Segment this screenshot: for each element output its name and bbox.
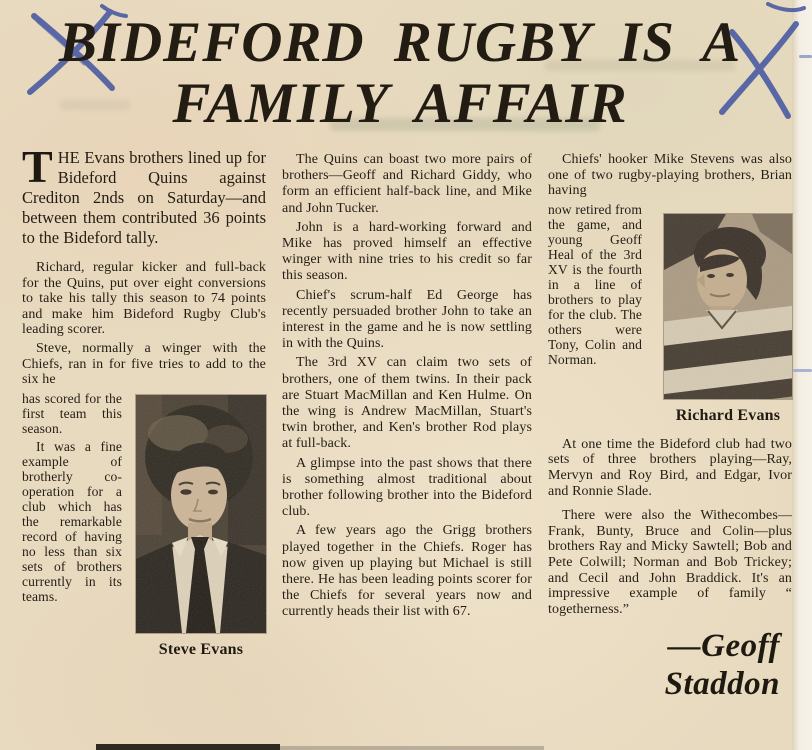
edge-blue-mark	[793, 369, 812, 372]
paragraph: now retired from the game, and young Geoff Heal of the 3rd XV is the fourth in a line of brothers to play for the club. The others were Tony, Colin and Norman.	[548, 201, 642, 367]
paragraph: John is a hard-working forward and Mike has proved himself an effective winger with nine tries to his credit so far this season.	[282, 219, 532, 284]
paragraph: The 3rd XV can claim two sets of brothers, one of them twins. In their pack are Stuart MacMillan and Ken Hulme. On the wing is Andrew MacMillan, Stuart's twin brother, and Ken's brother Rod plays at full-back.	[282, 355, 532, 452]
narrow-text-column	[548, 202, 642, 425]
paragraph: A few years ago the Grigg brothers played together in the Chiefs. Roger has now given up playing but Michael is still there. He has been leading points scorer for the Chiefs for several years now and currently heads their list with 67.	[282, 523, 532, 620]
article-headline	[20, 12, 780, 134]
drop-cap: T	[22, 141, 53, 192]
paragraph: There were also the Withecombes—Frank, Bunty, Bruce and Colin—plus brothers Ray and Micky Sawtell; Bob and Pete Colwill; Norman and Bob Trickey; and Cecil and John Braddick. It's an impressive example of family “ togetherness.”	[548, 508, 792, 617]
steve-evans-photo-block	[136, 395, 266, 659]
text-photo-wrap-row	[22, 391, 266, 659]
adjacent-article-edge	[280, 746, 544, 750]
photo-caption-richard-evans: Richard Evans	[675, 406, 781, 424]
column-1	[22, 141, 266, 659]
paragraph: It was a fine example of brotherly co-operation for a club which has the remarkable record of having no less than six sets of brothers currently in its teams.	[22, 438, 122, 604]
lead-paragraph-text: HE Evans brothers lined up for Bideford Quins against Crediton 2nds on Saturday—and between them contributed 36 points to the Bideford tally.	[22, 148, 266, 247]
column-2	[282, 152, 532, 624]
paragraph: Richard, regular kicker and full-back for the Quins, put over eight conversions to take his tally this season to 74 points and make him Bideford Rugby Club's leading scorer.	[22, 260, 266, 338]
headline-line-1: BIDEFORD RUGBY IS A	[58, 11, 742, 74]
paragraph: Chief's scrum-half Ed George has recently persuaded brother John to take an interest in the game and he is now settling in with the Quins.	[282, 287, 532, 352]
column-3	[548, 152, 792, 703]
narrow-text-column	[22, 391, 122, 659]
text-photo-wrap-row	[548, 202, 792, 425]
adjacent-article-edge	[96, 744, 280, 750]
paragraph: At one time the Bideford club had two sets of three brothers playing—Ray, Mervyn and Roy Bird, and Edgar, Ivor and Ronnie Slade.	[548, 436, 792, 499]
steve-evans-photo	[136, 395, 266, 633]
paragraph: The Quins can boast two more pairs of brothers—Geoff and Richard Giddy, who form an efficient half-back line, and Mike and John Tucker.	[282, 152, 532, 216]
richard-evans-photo-block	[664, 214, 792, 425]
photo-caption-steve-evans: Steve Evans	[158, 640, 244, 658]
paragraph: Chiefs' hooker Mike Stevens was also one of two rugby-playing brothers, Brian having	[548, 152, 792, 199]
headline-line-2: FAMILY AFFAIR	[172, 72, 628, 135]
paragraph: Steve, normally a winger with the Chiefs, ran in for five tries to add to the six he	[22, 340, 266, 388]
paragraph: has scored for the first team this season.	[22, 390, 122, 436]
lead-paragraph	[22, 141, 266, 248]
richard-evans-photo	[664, 214, 792, 399]
paragraph: A glimpse into the past shows that there is something almost traditional about brother following brother into the Bideford club.	[282, 455, 532, 520]
author-byline: —Geoff Staddon	[664, 628, 780, 703]
